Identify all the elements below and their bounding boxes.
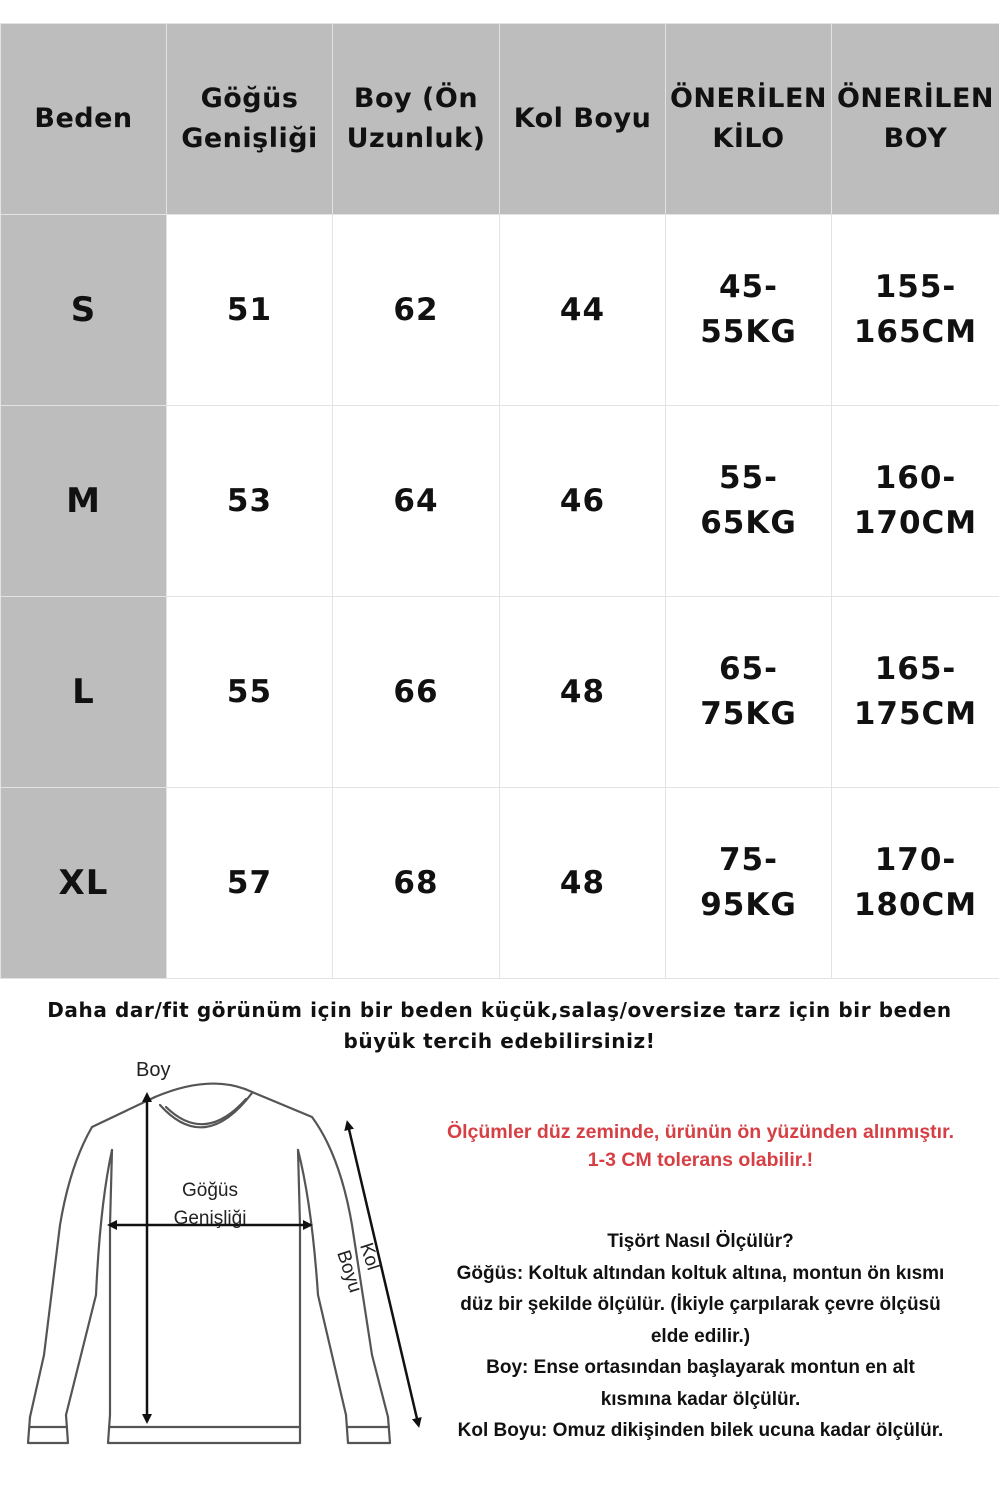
table-row [1,597,999,788]
chest-width-label: Göğüs Genişliği [170,1177,250,1233]
length-cell: 64 [333,406,500,597]
size-cell: S [1,215,167,406]
sleeve-cell: 48 [500,788,666,979]
measurement-warning: Ölçümler düz zeminde, ürünün ön yüzünden alınmıştır. 1-3 CM tolerans olabilir.! [402,1118,999,1174]
sleeve-instruction: Kol Boyu: Omuz dikişinden bilek ucuna kadar ölçülür. [452,1415,949,1447]
header-recommended-weight: ÖNERİLEN KİLO [666,24,832,215]
header-recommended-height: ÖNERİLEN BOY [832,24,999,215]
table-row [1,788,999,979]
sleeve-cell: 48 [500,597,666,788]
length-cell: 68 [333,788,500,979]
table-row [1,406,999,597]
how-to-measure [452,1226,949,1447]
tshirt-measurement-diagram [0,1055,460,1500]
sleeve-cell: 46 [500,406,666,597]
length-cell: 62 [333,215,500,406]
length-cell: 66 [333,597,500,788]
header-front-length: Boy (Ön Uzunluk) [333,24,500,215]
size-cell: M [1,406,167,597]
weight-cell: 55- 65KG [666,406,832,597]
length-instruction: Boy: Ense ortasından başlayarak montun en alt kısmına kadar ölçülür. [452,1352,949,1415]
header-sleeve-length: Kol Boyu [500,24,666,215]
chest-cell: 53 [167,406,333,597]
size-chart-table [0,23,999,979]
fit-advice-note: Daha dar/fit görünüm için bir beden küçük,salaş/oversize tarz için bir beden büyük tercih edebilirsiniz! [20,995,979,1057]
chest-cell: 55 [167,597,333,788]
sleeve-cell: 44 [500,215,666,406]
chest-cell: 51 [167,215,333,406]
header-chest-width: Göğüs Genişliği [167,24,333,215]
how-to-title: Tişört Nasıl Ölçülür? [452,1226,949,1258]
chest-instruction: Göğüs: Koltuk altından koltuk altına, montun ön kısmı düz bir şekilde ölçülür. (İkiyle çarpılarak çevre ölçüsü elde edilir.) [452,1258,949,1353]
tshirt-outline-icon [0,1055,460,1500]
size-cell: L [1,597,167,788]
header-beden: Beden [1,24,167,215]
weight-cell: 45- 55KG [666,215,832,406]
table-header-row [1,24,999,215]
sleeve-length-label: Kol Boyu [330,1240,389,1296]
height-cell: 155- 165CM [832,215,999,406]
weight-cell: 75- 95KG [666,788,832,979]
height-cell: 160- 170CM [832,406,999,597]
table-row [1,215,999,406]
height-cell: 170- 180CM [832,788,999,979]
length-label: Boy [136,1059,170,1082]
height-cell: 165- 175CM [832,597,999,788]
chest-cell: 57 [167,788,333,979]
size-cell: XL [1,788,167,979]
weight-cell: 65- 75KG [666,597,832,788]
